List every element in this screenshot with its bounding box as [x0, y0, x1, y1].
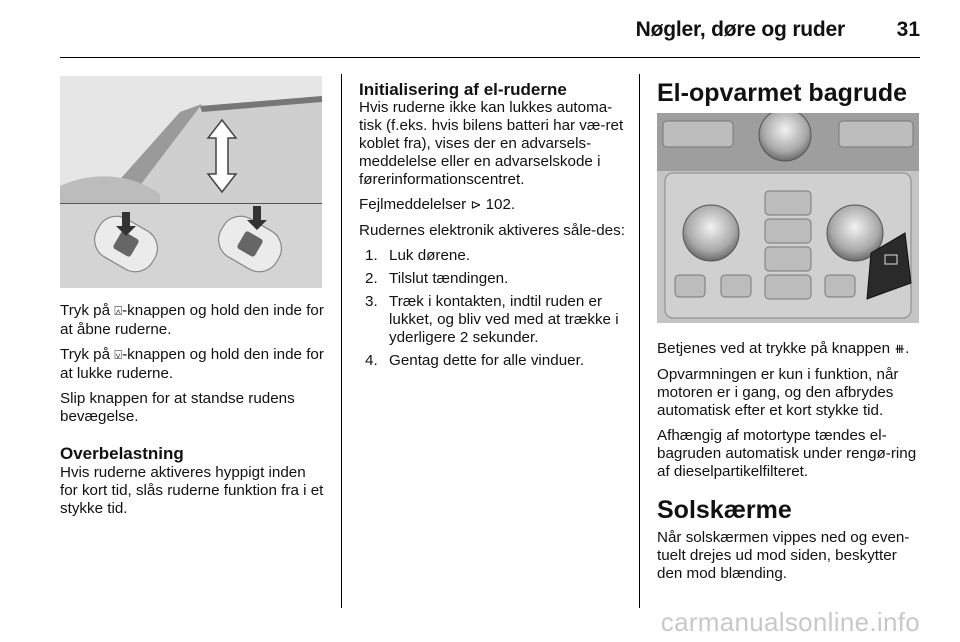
- paragraph-error-ref: Fejlmeddelelser ⊳ 102.: [359, 196, 516, 213]
- heading-solskaerme: Solskærme: [657, 496, 792, 524]
- paragraph-diesel-filter: Afhængig af motortype tændes el-bagruden automatisk under rengø-ring af dieselpartikelfilteret.: [657, 427, 917, 480]
- window-keyfob-illustration: [60, 76, 322, 288]
- steps-list: [359, 247, 627, 370]
- column-3-text: [657, 340, 925, 590]
- list-item: 3. Træk i kontakten, indtil ruden er lukket, og bliv ved med at trække i yderligere 2 sekunder.: [365, 293, 619, 346]
- climate-control-panel-photo: [657, 113, 919, 323]
- paragraph-electronics: Rudernes elektronik aktiveres såle-des:: [359, 222, 625, 239]
- paragraph-overload: Hvis ruderne aktiveres hyppigt inden for kort tid, slås ruderne funktion fra i et stykke tid.: [60, 464, 324, 517]
- column-divider-2: [639, 74, 640, 608]
- column-1: [60, 302, 326, 525]
- heading-overbelastning: Overbelastning: [60, 444, 184, 463]
- rear-window-heating-icon: ⧻: [894, 342, 906, 357]
- list-item: 1. Luk dørene.: [365, 247, 471, 264]
- column-3: [657, 78, 922, 118]
- page-number: 31: [896, 18, 920, 41]
- watermark: carmanualsonline.info: [660, 607, 920, 637]
- page-reference-arrow-icon: ⊳: [470, 198, 482, 213]
- window-open-icon: ⍓: [114, 304, 123, 319]
- column-divider-1: [341, 74, 342, 608]
- list-item: 2. Tilslut tændingen.: [365, 270, 509, 287]
- heading-el-opvarmet-bagrude: El-opvarmet bagrude: [657, 79, 908, 107]
- paragraph-close-windows: Tryk på ⍌-knappen og hold den inde for at lukke ruderne.: [60, 346, 324, 382]
- running-header-title: Nøgler, døre og ruder: [635, 18, 845, 41]
- list-item: 4. Gentag dette for alle vinduer.: [365, 352, 585, 369]
- paragraph-release-button: Slip knappen for at standse rudens bevægelse.: [60, 390, 295, 425]
- paragraph-open-windows: Tryk på ⍓-knappen og hold den inde for at åbne ruderne.: [60, 302, 324, 338]
- column-2: [359, 80, 627, 375]
- paragraph-heating-function: Opvarmningen er kun i funktion, når motoren er i gang, og den afbrydes automatisk efter et kort stykke tid.: [657, 366, 899, 419]
- paragraph-sun-visors: Når solskærmen vippes ned og even-tuelt drejes ud mod siden, beskytter den mod blænding.: [657, 529, 910, 582]
- window-close-icon: ⍌: [114, 348, 123, 363]
- paragraph-initialisering: Hvis ruderne ikke kan lukkes automa-tisk (f.eks. hvis bilens batteri har væ-ret koblet fra), vises der en advarsels-meddelelse eller en advarselskode i førerinformationscentret.: [359, 99, 624, 188]
- paragraph-operate-button: Betjenes ved at trykke på knappen ⧻.: [657, 340, 910, 357]
- header-rule: [60, 57, 920, 58]
- heading-initialisering: Initialisering af el-ruderne: [359, 80, 567, 99]
